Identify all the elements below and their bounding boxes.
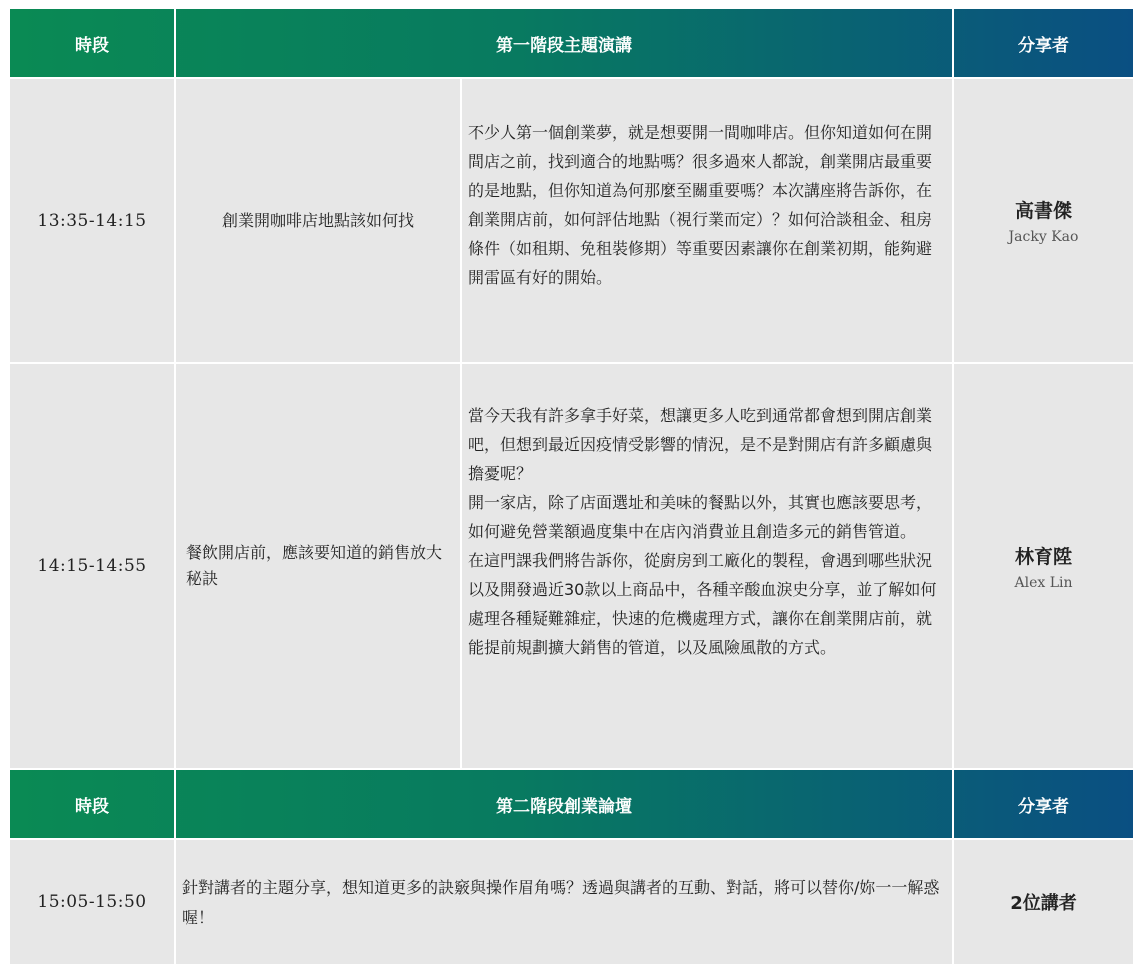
- table-row: [10, 364, 1133, 768]
- session-time: 15:05-15:50: [10, 840, 176, 964]
- header-time: 時段: [10, 9, 176, 77]
- header-topic: 第二階段創業論壇: [176, 770, 954, 838]
- description-paragraph: 在這門課我們將告訴你，從廚房到工廠化的製程，會遇到哪些狀況以及開發過近30款以上商品中，各種辛酸血淚史分享，並了解如何處理各種疑難雜症，快速的危機處理方式，讓你在創業開店前，就能提前規劃擴大銷售的管道，以及風險風散的方式。: [468, 551, 937, 657]
- session-topic: 創業開咖啡店地點該如何找: [176, 79, 462, 362]
- session-description: [462, 364, 954, 768]
- forum-speaker: 2位講者: [954, 840, 1133, 964]
- session-description: [462, 79, 954, 362]
- table-row: [10, 840, 1133, 964]
- speaker-name-zh: 高書傑: [1014, 200, 1072, 222]
- table-header-stage1: [10, 9, 1133, 77]
- table-row: [10, 79, 1133, 362]
- speaker-name-en: Alex Lin: [1014, 574, 1073, 591]
- description-paragraph: 開一家店，除了店面選址和美味的餐點以外，其實也應該要思考，如何避免營業額過度集中在店內消費並且創造多元的銷售管道。: [468, 493, 933, 541]
- speaker-name-zh: 林育陞: [1014, 545, 1072, 568]
- description-paragraph: 當今天我有許多拿手好菜，想讓更多人吃到通常都會想到開店創業吧，但想到最近因疫情受影響的情況，是不是對開店有許多顧慮與擔憂呢？: [468, 406, 933, 483]
- session-topic: 餐飲開店前，應該要知道的銷售放大秘訣: [176, 364, 462, 768]
- session-time: 13:35-14:15: [10, 79, 176, 362]
- forum-description: 針對講者的主題分享，想知道更多的訣竅與操作眉角嗎？透過與講者的互動、對話，將可以替你/妳一一解惑喔！: [176, 840, 954, 964]
- table-header-stage2: [10, 770, 1133, 838]
- description-paragraph: 不少人第一個創業夢，就是想要開一間咖啡店。但你知道如何在開間店之前，找到適合的地點嗎？很多過來人都說，創業開店最重要的是地點，但你知道為何那麼至關重要嗎？本次講座將告訴你，在創業開店前，如何評估地點（視行業而定）？如何洽談租金、租房條件（如租期、免租裝修期）等重要因素讓你在創業初期，能夠避開雷區有好的開始。: [468, 123, 933, 287]
- header-topic: 第一階段主題演講: [176, 9, 954, 77]
- session-time: 14:15-14:55: [10, 364, 176, 768]
- header-speaker: 分享者: [1018, 35, 1069, 56]
- header-speaker: 分享者: [1018, 796, 1069, 817]
- speaker-cell: [954, 79, 1133, 362]
- header-time: 時段: [10, 770, 176, 838]
- agenda-table: [10, 9, 1133, 964]
- speaker-name-en: Jacky Kao: [1008, 229, 1079, 245]
- speaker-cell: [954, 364, 1133, 768]
